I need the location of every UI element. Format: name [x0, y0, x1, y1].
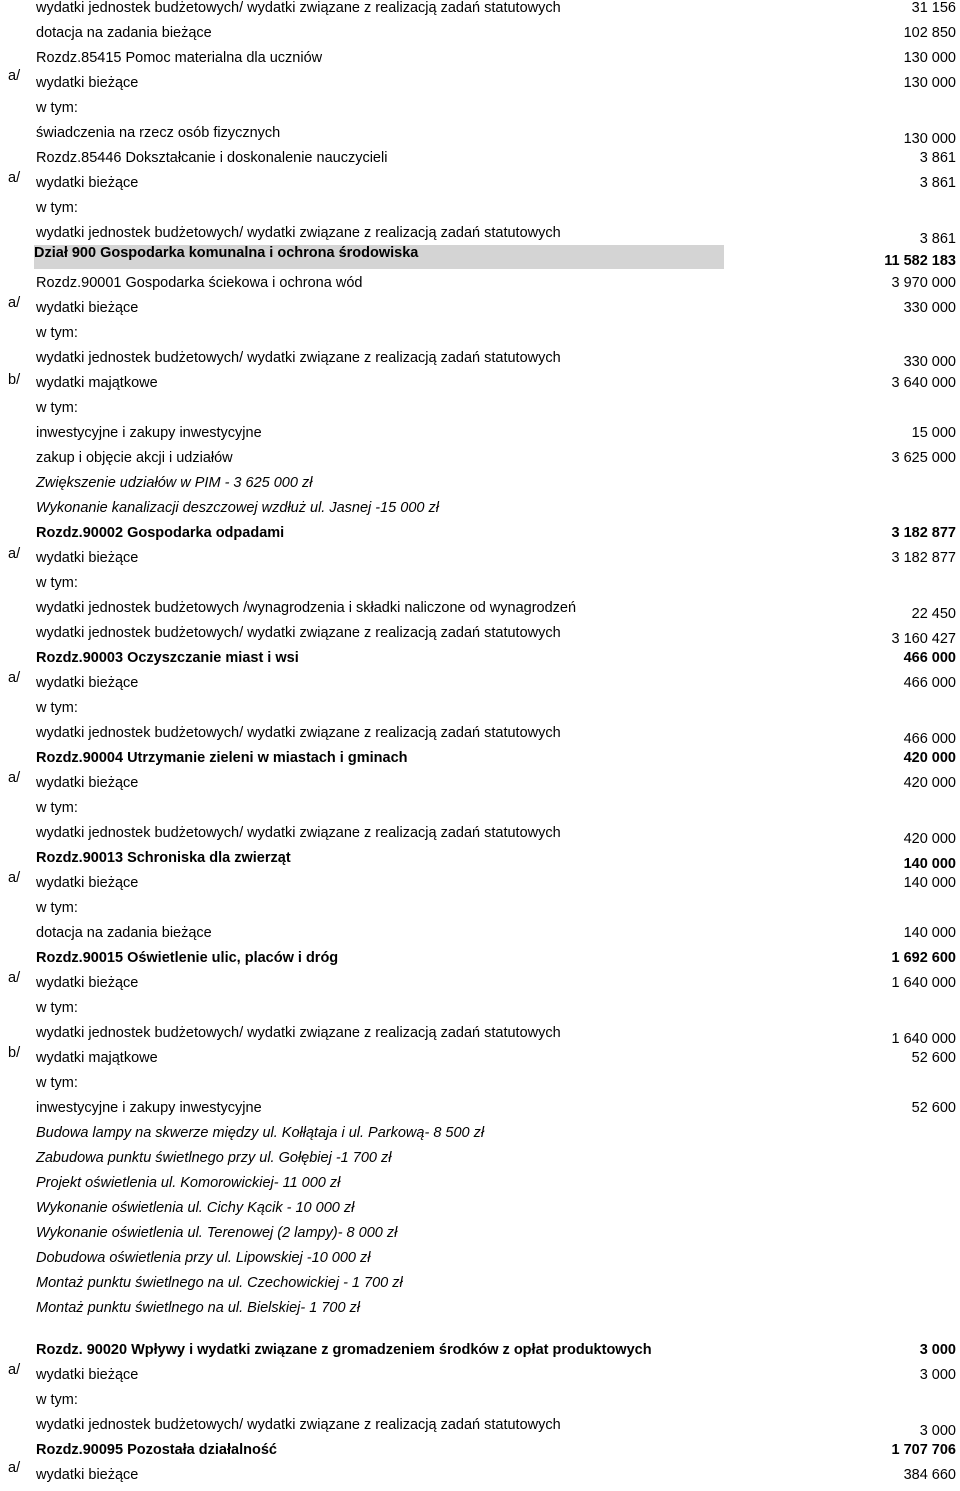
table-row [36, 150, 960, 174]
row-label: wydatki majątkowe [36, 1050, 158, 1066]
table-row [36, 400, 960, 424]
row-label: wydatki bieżące [36, 1467, 139, 1483]
row-label: Rozdz.90015 Oświetlenie ulic, placów i dróg [36, 950, 339, 966]
row-label: w tym: [36, 900, 78, 916]
table-row [36, 1175, 960, 1199]
table-row [36, 750, 960, 774]
row-value: 1 707 706 [891, 1442, 956, 1458]
section-marker: a/ [8, 670, 21, 686]
table-row [36, 325, 960, 349]
row-label: inwestycyjne i zakupy inwestycyjne [36, 1100, 262, 1116]
section-marker: a/ [8, 295, 21, 311]
row-label: w tym: [36, 800, 78, 816]
row-value: 1 692 600 [891, 950, 956, 966]
row-value: 130 000 [903, 75, 956, 91]
section-marker: a/ [8, 68, 21, 84]
table-row [36, 75, 960, 99]
row-value: 52 600 [911, 1050, 956, 1066]
row-label: dotacja na zadania bieżące [36, 25, 212, 41]
row-label: Montaż punktu świetlnego na ul. Czechowickiej - 1 700 zł [36, 1275, 403, 1291]
row-label: Zwiększenie udziałów w PIM - 3 625 000 zł [36, 475, 313, 491]
table-row [36, 1150, 960, 1174]
row-label: Zabudowa punktu świetlnego przy ul. Gołębiej -1 700 zł [36, 1150, 392, 1166]
section-marker: b/ [8, 372, 21, 388]
row-label: wydatki jednostek budżetowych/ wydatki związane z realizacją zadań statutowych [36, 350, 561, 366]
table-row [36, 1250, 960, 1274]
row-label: wydatki jednostek budżetowych /wynagrodzenia i składki naliczone od wynagrodzeń [36, 600, 577, 616]
row-label: w tym: [36, 100, 78, 116]
row-value: 1 640 000 [891, 1031, 956, 1047]
table-row [36, 425, 960, 449]
row-label: świadczenia na rzecz osób fizycznych [36, 125, 281, 141]
table-row [34, 245, 956, 269]
row-value: 3 000 [919, 1367, 956, 1383]
row-label: wydatki bieżące [36, 300, 139, 316]
row-label: wydatki bieżące [36, 975, 139, 991]
row-label: Wykonanie oświetlenia ul. Cichy Kącik - 10 000 zł [36, 1200, 355, 1216]
table-row [36, 875, 960, 899]
row-label: w tym: [36, 400, 78, 416]
row-value: 140 000 [903, 856, 956, 872]
row-value: 3 000 [919, 1423, 956, 1439]
row-value: 466 000 [903, 731, 956, 747]
section-marker: a/ [8, 770, 21, 786]
row-label: wydatki bieżące [36, 1367, 139, 1383]
table-row [36, 475, 960, 499]
table-row [36, 675, 960, 699]
row-label: wydatki bieżące [36, 675, 139, 691]
table-row [36, 1417, 960, 1441]
section-marker: a/ [8, 870, 21, 886]
table-row [36, 800, 960, 824]
row-label: wydatki bieżące [36, 550, 139, 566]
row-value: 420 000 [903, 750, 956, 766]
row-label: wydatki jednostek budżetowych/ wydatki związane z realizacją zadań statutowych [36, 825, 561, 841]
row-label: Rozdz.90003 Oczyszczanie miast i wsi [36, 650, 299, 666]
table-row [36, 1275, 960, 1299]
row-label: wydatki jednostek budżetowych/ wydatki związane z realizacją zadań statutowych [36, 1417, 561, 1433]
table-row [36, 1442, 960, 1466]
row-value: 3 640 000 [891, 375, 956, 391]
row-label: inwestycyjne i zakupy inwestycyjne [36, 425, 262, 441]
row-label: wydatki bieżące [36, 775, 139, 791]
row-label: zakup i objęcie akcji i udziałów [36, 450, 233, 466]
table-row [36, 50, 960, 74]
table-row [36, 1392, 960, 1416]
row-label: Dobudowa oświetlenia przy ul. Lipowskiej -10 000 zł [36, 1250, 371, 1266]
table-row [36, 775, 960, 799]
table-row [36, 1125, 960, 1149]
row-value: 102 850 [903, 25, 956, 41]
table-row [36, 1050, 960, 1074]
table-row [36, 700, 960, 724]
row-value: 3 000 [919, 1342, 956, 1358]
row-label: Rozdz.90095 Pozostała działalność [36, 1442, 277, 1458]
row-label: Wykonanie kanalizacji deszczowej wzdłuż ul. Jasnej -15 000 zł [36, 500, 439, 516]
row-label: wydatki jednostek budżetowych/ wydatki związane z realizacją zadań statutowych [36, 1025, 561, 1041]
table-row [36, 1367, 960, 1391]
row-value: 3 861 [919, 150, 956, 166]
row-label: w tym: [36, 1000, 78, 1016]
row-label: wydatki bieżące [36, 75, 139, 91]
row-label: w tym: [36, 325, 78, 341]
table-row [36, 725, 960, 749]
section-marker: b/ [8, 1045, 21, 1061]
row-value: 15 000 [911, 425, 956, 441]
row-label: dotacja na zadania bieżące [36, 925, 212, 941]
row-value: 3 970 000 [891, 275, 956, 291]
row-label: Wykonanie oświetlenia ul. Terenowej (2 lampy)- 8 000 zł [36, 1225, 398, 1241]
row-label: Budowa lampy na skwerze między ul. Kołłątaja i ul. Parkową- 8 500 zł [36, 1125, 485, 1141]
table-row [36, 300, 960, 324]
table-row [36, 850, 960, 874]
table-row [36, 975, 960, 999]
row-value: 3 861 [919, 175, 956, 191]
row-label: w tym: [36, 200, 78, 216]
table-row [36, 350, 960, 374]
row-value: 3 182 877 [891, 550, 956, 566]
row-label: Rozdz.85415 Pomoc materialna dla uczniów [36, 50, 323, 66]
row-label: w tym: [36, 1392, 78, 1408]
row-label: Projekt oświetlenia ul. Komorowickiej- 11 000 zł [36, 1175, 341, 1191]
row-value: 420 000 [903, 831, 956, 847]
table-row [36, 500, 960, 524]
row-label: Rozdz.90013 Schroniska dla zwierząt [36, 850, 291, 866]
row-label: wydatki bieżące [36, 875, 139, 891]
row-value: 140 000 [903, 875, 956, 891]
row-label: Dział 900 Gospodarka komunalna i ochrona środowiska [34, 245, 419, 261]
row-value: 330 000 [903, 354, 956, 370]
row-value: 330 000 [903, 300, 956, 316]
table-row [36, 450, 960, 474]
row-label: Rozdz.85446 Dokształcanie i doskonalenie nauczycieli [36, 150, 388, 166]
row-value: 420 000 [903, 775, 956, 791]
row-value: 3 625 000 [891, 450, 956, 466]
row-label: Rozdz. 90020 Wpływy i wydatki związane z gromadzeniem środków z opłat produktowych [36, 1342, 652, 1358]
row-value: 130 000 [903, 50, 956, 66]
table-row [36, 1000, 960, 1024]
table-row [36, 200, 960, 224]
section-marker: a/ [8, 970, 21, 986]
row-value: 466 000 [903, 650, 956, 666]
row-label: w tym: [36, 575, 78, 591]
row-value: 140 000 [903, 925, 956, 941]
table-row [36, 1300, 960, 1324]
row-label: Rozdz.90004 Utrzymanie zieleni w miastach i gminach [36, 750, 408, 766]
row-label: wydatki jednostek budżetowych/ wydatki związane z realizacją zadań statutowych [36, 225, 561, 241]
table-row [36, 1100, 960, 1124]
table-row [36, 175, 960, 199]
table-row [36, 100, 960, 124]
table-row [36, 1200, 960, 1224]
row-label: w tym: [36, 700, 78, 716]
row-label: wydatki jednostek budżetowych/ wydatki związane z realizacją zadań statutowych [36, 725, 561, 741]
row-label: Rozdz.90001 Gospodarka ściekowa i ochrona wód [36, 275, 363, 291]
table-row [36, 1025, 960, 1049]
table-row [36, 950, 960, 974]
table-row [36, 25, 960, 49]
row-value: 466 000 [903, 675, 956, 691]
section-marker: a/ [8, 170, 21, 186]
row-label: w tym: [36, 1075, 78, 1091]
table-row [36, 375, 960, 399]
table-row [36, 575, 960, 599]
table-row [36, 125, 960, 149]
table-row [36, 625, 960, 649]
table-row [36, 1225, 960, 1249]
table-row [36, 1467, 960, 1491]
row-value: 1 640 000 [891, 975, 956, 991]
row-value: 11 582 183 [884, 253, 956, 269]
table-row [36, 925, 960, 949]
table-row [36, 1342, 960, 1366]
row-value: 3 182 877 [891, 525, 956, 541]
table-row [36, 600, 960, 624]
row-value: 3 861 [919, 231, 956, 247]
row-value: 384 660 [903, 1467, 956, 1483]
table-row [36, 550, 960, 574]
row-value: 3 160 427 [891, 631, 956, 647]
table-row [36, 1075, 960, 1099]
row-value: 130 000 [903, 131, 956, 147]
table-row [36, 900, 960, 924]
table-row [36, 275, 960, 299]
row-label: wydatki bieżące [36, 175, 139, 191]
row-value: 22 450 [911, 606, 956, 622]
section-marker: a/ [8, 546, 21, 562]
row-label: Rozdz.90002 Gospodarka odpadami [36, 525, 285, 541]
row-label: wydatki jednostek budżetowych/ wydatki związane z realizacją zadań statutowych [36, 625, 561, 641]
row-label: Montaż punktu świetlnego na ul. Bielskiej- 1 700 zł [36, 1300, 361, 1316]
row-label: wydatki jednostek budżetowych/ wydatki związane z realizacją zadań statutowych [36, 0, 561, 16]
section-marker: a/ [8, 1460, 21, 1476]
section-marker: a/ [8, 1362, 21, 1378]
row-value: 52 600 [911, 1100, 956, 1116]
table-row [36, 525, 960, 549]
table-row [36, 825, 960, 849]
table-row [36, 650, 960, 674]
row-value: 31 156 [911, 0, 956, 16]
table-row [36, 0, 960, 24]
row-label: wydatki majątkowe [36, 375, 158, 391]
